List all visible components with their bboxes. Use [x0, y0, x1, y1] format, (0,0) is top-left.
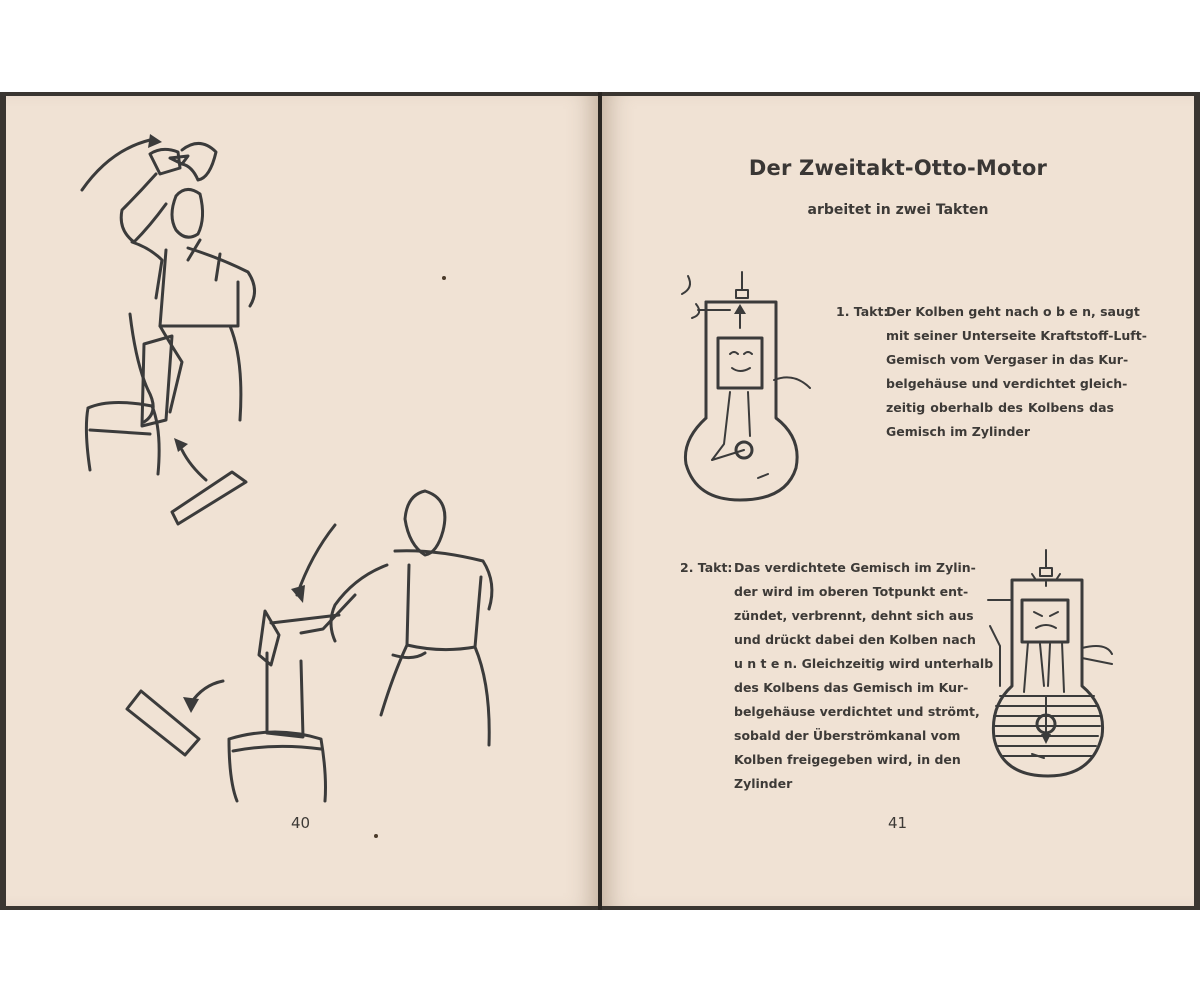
stroke-2-text-line: sobald der Überströmkanal vom	[734, 728, 961, 743]
stroke-2-text-line: Das verdichtete Gemisch im Zylin-	[734, 560, 976, 575]
stroke-2-label: 2. Takt:	[680, 560, 733, 575]
stroke-1-label: 1. Takt:	[836, 304, 889, 319]
page-subtitle: arbeitet in zwei Takten	[807, 202, 989, 218]
stroke-1-description	[836, 300, 1147, 448]
two-stroke-engine-downstroke-diagram	[986, 546, 1118, 782]
stroke-1-text-line: mit seiner Unterseite Kraftstoff-Luft-	[886, 328, 1147, 343]
stroke-2-text-line: der wird im oberen Totpunkt ent-	[734, 584, 969, 599]
stroke-2-text-line: Kolben freigegeben wird, in den	[734, 752, 961, 767]
man-raising-axe-illustration	[70, 130, 270, 540]
stroke-2-text-line: Zylinder	[734, 776, 793, 791]
stroke-2-text-line: belgehäuse verdichtet und strömt,	[734, 704, 980, 719]
two-stroke-engine-upstroke-diagram	[676, 268, 816, 504]
page-number-left: 40	[291, 814, 311, 832]
stroke-1-text-line: Der Kolben geht nach o b e n, saugt	[886, 304, 1140, 319]
stroke-2-text-line: zündet, verbrennt, dehnt sich aus	[734, 608, 974, 623]
stroke-1-text-line: belgehäuse und verdichtet gleich-	[886, 376, 1128, 391]
stroke-1-text-line: Gemisch vom Vergaser in das Kur-	[886, 352, 1129, 367]
man-splitting-log-illustration	[125, 485, 525, 805]
stroke-2-text-line: u n t e n. Gleichzeitig wird unterhalb	[734, 656, 994, 671]
stroke-1-text-line: Gemisch im Zylinder	[886, 424, 1031, 439]
paper-speck	[442, 276, 446, 280]
stroke-2-description	[680, 556, 994, 800]
stroke-2-text-line: des Kolbens das Gemisch im Kur-	[734, 680, 969, 695]
stroke-1-text-line: zeitig oberhalb des Kolbens das	[886, 400, 1114, 415]
stroke-2-text-line: und drückt dabei den Kolben nach	[734, 632, 976, 647]
paper-speck	[374, 834, 378, 838]
page-title: Der Zweitakt-Otto-Motor	[748, 156, 1048, 180]
page-number-right: 41	[888, 814, 908, 832]
